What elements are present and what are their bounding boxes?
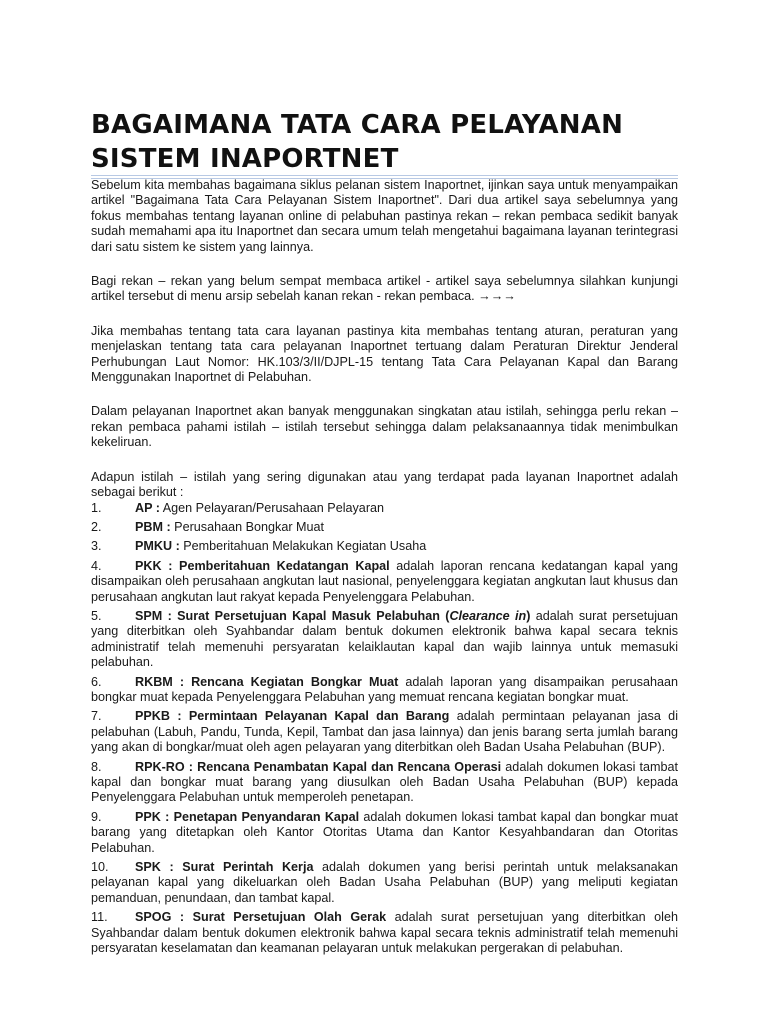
article-title: BAGAIMANA TATA CARA PELAYANAN SISTEM INAPORTNET: [91, 110, 624, 174]
term-item: [91, 539, 678, 554]
term-number: 9.: [91, 809, 102, 824]
term-number: 5.: [91, 608, 102, 623]
term-name: Penetapan Penyandaran Kapal: [169, 809, 360, 824]
term-description: adalah surat persetujuan yang diterbitkan oleh Syahbandar dalam bentuk dokumen elektronik bahwa kapal secara teknis administratif telah memenuhi persyaratan kelaiklautan kapal dan wajib lainnya untuk memasuki pelabuhan.: [91, 608, 679, 670]
term-item: [91, 709, 678, 755]
archive-paragraph: Bagi rekan – rekan yang belum sempat membaca artikel - artikel saya sebelumnya silahkan kunjungi artikel tersebut di menu arsip sebelah kanan rekan - rekan pembaca. →→→: [91, 274, 678, 304]
term-item: [91, 559, 678, 605]
term-name: Surat Persetujuan Kapal Masuk Pelabuhan (: [171, 608, 450, 623]
term-abbreviation: PPK :: [135, 809, 170, 824]
term-abbreviation: PKK :: [135, 558, 173, 573]
term-abbreviation: AP :: [135, 500, 160, 515]
term-description: adalah dokumen lokasi tambat kapal dan bongkar muat barang yang ditetapkan oleh Kantor Otoritas Utama dan Kantor Kesyahbandaran dan Otoritas Pelabuhan.: [91, 809, 678, 855]
term-name: Surat Persetujuan Olah Gerak: [184, 910, 387, 925]
term-description: Perusahaan Bongkar Muat: [170, 519, 325, 534]
term-number: 8.: [91, 759, 102, 774]
term-name-end: ): [526, 608, 531, 623]
term-name: : Surat Perintah Kerja: [160, 860, 314, 875]
terms-note-paragraph: Dalam pelayanan Inaportnet akan banyak menggunakan singkatan atau istilah, sehingga perlu rekan – rekan pembaca pahami istilah – istilah tersebut sehingga dalam pelaksanaannya tidak menimbulkan kekeliruan.: [91, 404, 678, 450]
term-abbreviation: RPK-RO :: [135, 759, 193, 774]
term-item: [91, 501, 678, 516]
term-name: Rencana Kegiatan Bongkar Muat: [184, 674, 399, 689]
term-description: adalah dokumen yang berisi perintah untuk melaksanakan pelayanan kapal yang dikeluarkan oleh Badan Usaha Pelabuhan (BUP) yang meliputi kegiatan pemanduan, penundaan, dan tambat kapal.: [91, 860, 678, 905]
term-number: 2.: [91, 519, 102, 534]
term-abbreviation: PPKB :: [135, 709, 182, 724]
term-name: Pemberitahuan Kedatangan Kapal: [172, 558, 390, 573]
term-number: 6.: [91, 674, 102, 689]
term-abbreviation: PBM :: [135, 519, 171, 534]
term-item: [91, 910, 678, 956]
term-description: adalah dokumen lokasi tambat kapal dan bongkar muat barang yang diusulkan oleh Badan Usaha Pelabuhan (BUP) kepada Penyelenggara Pelabuhan untuk memperoleh penetapan.: [91, 759, 678, 805]
term-description: Agen Pelayaran/Perusahaan Pelayaran: [159, 500, 385, 515]
term-abbreviation: RKBM :: [135, 674, 185, 689]
term-number: 7.: [91, 709, 102, 724]
terms-intro-paragraph: Adapun istilah – istilah yang sering digunakan atau yang terdapat pada layanan Inaportnet adalah sebagai berikut :: [91, 469, 678, 500]
term-number: 3.: [91, 539, 102, 554]
term-name-emphasis: Clearance in: [449, 608, 527, 623]
regulation-paragraph: Jika membahas tentang tata cara layanan pastinya kita membahas tentang aturan, peraturan yang menjelaskan tentang tata cara pelayanan Inaportnet tertuang dalam Peraturan Direktur Jenderal Perhubungan Laut Nomor: HK.103/3/II/DJPL-15 tentang Tata Cara Pelayanan Kapal dan Barang Menggunakan Inaportnet di Pelabuhan.: [91, 323, 678, 385]
term-item: [91, 860, 678, 906]
term-description: adalah surat persetujuan yang diterbitkan oleh Syahbandar dalam bentuk dokumen elektronik bahwa kapal secara teknis administratif telah memenuhi persyaratan keselamatan dan keamanan pelayaran untuk melakukan pergerakan di pelabuhan.: [91, 910, 678, 956]
term-abbreviation: SPOG :: [135, 910, 185, 925]
term-name: Permintaan Pelayanan Kapal dan Barang: [181, 709, 450, 724]
term-description: adalah laporan rencana kedatangan kapal yang disampaikan oleh perusahaan angkutan laut nasional, penyelenggara kegiatan angkutan laut khusus dan perusahaan angkutan laut rakyat kepada Penyelenggara Pelabuhan.: [91, 558, 678, 604]
term-item: [91, 810, 678, 856]
term-abbreviation: SPK: [135, 860, 161, 875]
term-number: 10.: [91, 860, 109, 875]
term-item: [91, 609, 678, 671]
terms-list: [91, 501, 678, 957]
term-abbreviation: SPM :: [135, 608, 172, 623]
intro-paragraph: Sebelum kita membahas bagaimana siklus pelanan sistem Inaportnet, ijinkan saya untuk menyampaikan artikel "Bagaimana Tata Cara Pelayanan Sistem Inaportnet". Dari dua artikel saya sebelumnya yang fokus membahas tentang layanan online di pelabuhan pastinya rekan – rekan pembaca sedikit banyak sudah memahami apa itu Inaportnet dan secara umum telah mengetahui bagaimana layanan terintegrasi dari satu sistem ke sistem yang lainnya.: [91, 178, 678, 254]
term-item: [91, 520, 678, 535]
term-abbreviation: PMKU :: [135, 539, 180, 554]
term-item: [91, 760, 678, 806]
term-description: adalah permintaan pelayanan jasa di pelabuhan (Labuh, Pandu, Tunda, Kepil, Tambat dan jasa lainnya) dan jenis barang serta jumlah barang yang akan di bongkar/muat oleh agen pelayaran yang diterbitkan oleh Badan Usaha Pelabuhan (BUP).: [91, 709, 678, 755]
term-description: Pemberitahuan Melakukan Kegiatan Usaha: [179, 539, 427, 554]
term-number: 1.: [91, 500, 102, 515]
article-body: [91, 178, 678, 960]
term-name: Rencana Penambatan Kapal dan Rencana Operasi: [193, 759, 502, 774]
term-description: adalah laporan yang disampaikan perusahaan bongkar muat kepada Penyelenggara Pelabuhan yang memuat rencana kegiatan bongkar muat.: [91, 674, 678, 704]
term-number: 4.: [91, 558, 102, 573]
term-item: [91, 675, 678, 706]
term-number: 11.: [91, 910, 108, 925]
